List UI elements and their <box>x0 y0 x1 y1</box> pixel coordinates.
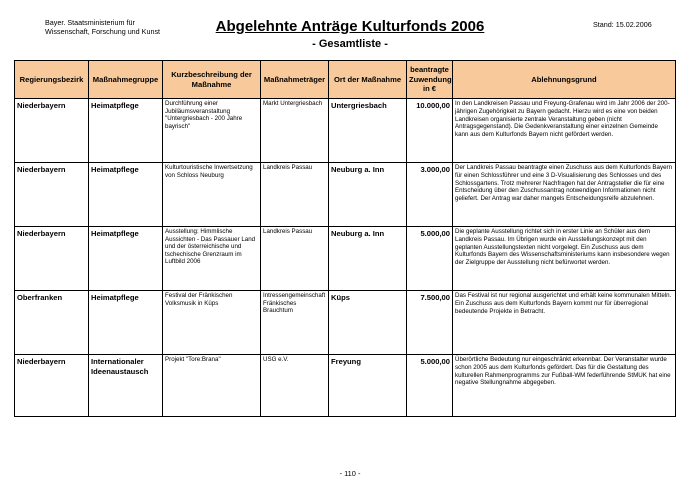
table-row <box>15 355 676 417</box>
cell-group: Heimatpflege <box>89 99 163 163</box>
cell-sponsor: Landkreis Passau <box>261 227 329 291</box>
cell-amount: 10.000,00 <box>407 99 453 163</box>
table-row <box>15 227 676 291</box>
cell-location: Küps <box>329 291 407 355</box>
rejected-applications-table <box>14 60 676 417</box>
table-header-row <box>15 61 676 99</box>
cell-amount: 5.000,00 <box>407 227 453 291</box>
cell-location: Freyung <box>329 355 407 417</box>
cell-description: Ausstellung: Himmlische Aussichten - Das Passauer Land und der österreichische und tschechische Grenzraum im Luftbild 2006 <box>163 227 261 291</box>
cell-region: Niederbayern <box>15 227 89 291</box>
ministry-line-2: Wissenschaft, Forschung und Kunst <box>45 27 161 36</box>
table-row <box>15 291 676 355</box>
cell-location: Neuburg a. Inn <box>329 163 407 227</box>
column-header-location: Ort der Maßnahme <box>329 61 407 99</box>
page-subtitle: - Gesamtliste - <box>312 38 388 50</box>
column-header-sponsor: Maßnahmeträger <box>261 61 329 99</box>
cell-group: Heimatpflege <box>89 291 163 355</box>
cell-description: Kulturtouristische Inwertsetzung von Schloss Neuburg <box>163 163 261 227</box>
status-date: Stand: 15.02.2006 <box>593 20 652 29</box>
cell-sponsor: Landkreis Passau <box>261 163 329 227</box>
cell-location: Untergriesbach <box>329 99 407 163</box>
cell-description: Festival der Fränkischen Volksmusik in Küps <box>163 291 261 355</box>
cell-group: Heimatpflege <box>89 163 163 227</box>
column-header-reason: Ablehnungsgrund <box>453 61 676 99</box>
table-row <box>15 99 676 163</box>
column-header-group: Maßnahmegruppe <box>89 61 163 99</box>
page-title: Abgelehnte Anträge Kulturfonds 2006 <box>215 18 485 35</box>
cell-description: Durchführung einer Jubiläumsveranstaltung "Untergriesbach - 200 Jahre bayrisch" <box>163 99 261 163</box>
cell-reason: Das Festival ist nur regional ausgerichtet und erhält keine kommunalen Mitteln. Ein Zuschuss aus dem Kulturfonds Bayern kommt nur für überregional bedeutende Projekte in Betracht. <box>453 291 676 355</box>
ministry-line-1: Bayer. Staatsministerium für <box>45 18 135 27</box>
cell-amount: 5.000,00 <box>407 355 453 417</box>
cell-region: Niederbayern <box>15 163 89 227</box>
cell-reason: Überörtliche Bedeutung nur eingeschränkt erkennbar. Der Veranstalter wurde schon 2005 aus dem Kulturfonds gefördert. Das für die Gestaltung des kulturellen Rahmenprogramms zur Fußball-WM federführende StMUK hat eine negative Stellungnahme abgegeben. <box>453 355 676 417</box>
cell-description: Projekt "Tore:Brana" <box>163 355 261 417</box>
cell-group: Internationaler Ideenaustausch <box>89 355 163 417</box>
cell-region: Oberfranken <box>15 291 89 355</box>
cell-group: Heimatpflege <box>89 227 163 291</box>
column-header-region: Regierungsbezirk <box>15 61 89 99</box>
cell-reason: In den Landkreisen Passau und Freyung-Grafenau wird im Jahr 2006 der 200-jährigen Zugehörigkeit zu Bayern gedacht. Hierzu wird es eine von beiden Landkreisen organisierte zentrale Veranstaltung geben (nicht Antragsgegenstand). Die Gedenkveranstaltung einer einzelnen Gemeinde kann aus dem Kulturfonds Bayern nicht gefördert werden. <box>453 99 676 163</box>
cell-location: Neuburg a. Inn <box>329 227 407 291</box>
cell-reason: Der Landkreis Passau beantragte einen Zuschuss aus dem Kulturfonds Bayern für einen Schlossführer und eine 3 D-Visualisierung des Schlosses und des Schlossgartens. Trotz mehrerer Nachfragen hat der Antragsteller die für eine Entscheidung über den Zuschussantrag notwendigen Informationen nicht geliefert. Der Antrag war daher mangels Entscheidungsreife abzulehnen. <box>453 163 676 227</box>
column-header-description: Kurzbeschreibung der Maßnahme <box>163 61 261 99</box>
cell-reason: Die geplante Ausstellung richtet sich in erster Linie an Schüler aus dem Landkreis Passau. Im Übrigen wurde ein Ausstellungskonzept mit den geplanten Ausstellungstexten nicht vorgelegt. Ein Zuschuss aus dem Kulturfonds Bayern des Wissenschaftsministeriums kann insbesondere wegen der Zielgruppe der Ausstellung nicht befürwortet werden. <box>453 227 676 291</box>
table-row <box>15 163 676 227</box>
cell-amount: 3.000,00 <box>407 163 453 227</box>
column-header-amount: beantragte Zuwendung in € <box>407 61 453 99</box>
cell-region: Niederbayern <box>15 355 89 417</box>
cell-region: Niederbayern <box>15 99 89 163</box>
cell-sponsor: USG e.V. <box>261 355 329 417</box>
page-number: - 110 - <box>339 469 361 478</box>
cell-amount: 7.500,00 <box>407 291 453 355</box>
cell-sponsor: Intressengemeinschaft Fränkisches Brauchtum <box>261 291 329 355</box>
cell-sponsor: Markt Untergriesbach <box>261 99 329 163</box>
